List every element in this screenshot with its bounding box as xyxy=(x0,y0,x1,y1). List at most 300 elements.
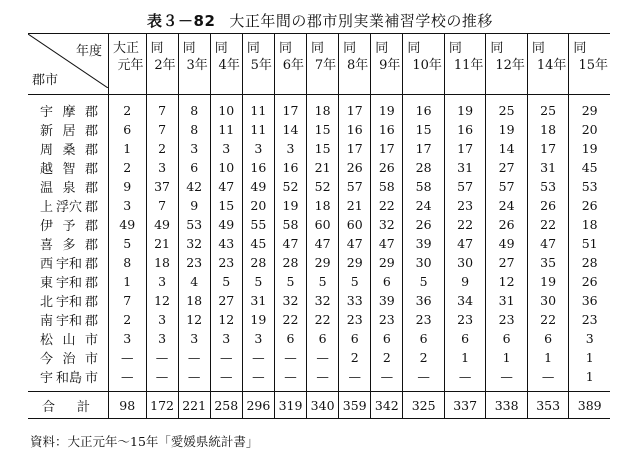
value-cell: 17 xyxy=(403,139,445,158)
district-name-part: 宇和 xyxy=(55,295,82,310)
value-cell: 47 xyxy=(274,234,306,253)
year-header xyxy=(403,34,445,95)
value-cell: — xyxy=(242,348,274,367)
value-cell: 31 xyxy=(242,291,274,310)
total-value-cell: 337 xyxy=(444,392,486,419)
value-cell: 35 xyxy=(527,253,569,272)
district-name xyxy=(28,234,109,253)
value-cell: 53 xyxy=(569,177,610,196)
district-name xyxy=(28,196,109,215)
value-cell: 11 xyxy=(242,120,274,139)
value-cell: 5 xyxy=(109,234,147,253)
value-cell: 60 xyxy=(307,215,339,234)
district-name-part: 和島 xyxy=(55,371,82,386)
value-cell: 6 xyxy=(486,329,528,348)
value-cell: 31 xyxy=(486,291,528,310)
year-header-line2: 4年 xyxy=(218,58,240,73)
value-cell: 39 xyxy=(371,291,403,310)
value-cell: 45 xyxy=(569,158,610,177)
value-cell: 23 xyxy=(403,310,445,329)
district-name-part: 南 xyxy=(40,314,54,329)
value-cell: 42 xyxy=(178,177,210,196)
value-cell: 37 xyxy=(146,177,178,196)
value-cell: 52 xyxy=(307,177,339,196)
value-cell: 16 xyxy=(444,120,486,139)
table-row xyxy=(28,215,610,234)
value-cell: 9 xyxy=(109,177,147,196)
district-name-part: 北 xyxy=(40,295,54,310)
value-cell: 2 xyxy=(146,139,178,158)
total-label xyxy=(28,392,109,419)
value-cell: 2 xyxy=(109,95,147,121)
district-name-part: 郡 xyxy=(84,314,98,329)
value-cell: 29 xyxy=(569,95,610,121)
year-header-line1: 同 xyxy=(448,41,462,56)
value-cell: 26 xyxy=(569,272,610,291)
value-cell: 23 xyxy=(569,310,610,329)
total-value-cell: 353 xyxy=(527,392,569,419)
district-name-part: 摩 xyxy=(62,105,76,120)
district-name-part: 今 xyxy=(40,352,54,367)
table-row xyxy=(28,158,610,177)
value-cell: 8 xyxy=(178,95,210,121)
value-cell: — xyxy=(371,367,403,392)
district-name-part: 喜 xyxy=(40,238,54,253)
year-header-line1: 同 xyxy=(375,41,389,56)
value-cell: 7 xyxy=(146,196,178,215)
value-cell: 5 xyxy=(242,272,274,291)
total-label-char: 合 xyxy=(42,399,56,415)
value-cell: — xyxy=(109,367,147,392)
total-value-cell: 258 xyxy=(210,392,242,419)
total-value-cell: 325 xyxy=(403,392,445,419)
value-cell: 16 xyxy=(339,120,371,139)
year-header-line2: 14年 xyxy=(536,58,567,73)
total-value-cell: 342 xyxy=(371,392,403,419)
value-cell: 3 xyxy=(146,310,178,329)
value-cell: 26 xyxy=(371,158,403,177)
value-cell: 47 xyxy=(339,234,371,253)
year-header-line2: 12年 xyxy=(495,58,525,73)
value-cell: 31 xyxy=(527,158,569,177)
value-cell: 39 xyxy=(403,234,445,253)
value-cell: 29 xyxy=(339,253,371,272)
year-header-line1: 同 xyxy=(490,41,504,56)
value-cell: 1 xyxy=(569,348,610,367)
table-row xyxy=(28,196,610,215)
district-name xyxy=(28,215,109,234)
value-cell: 15 xyxy=(307,139,339,158)
year-header-line2: 2年 xyxy=(154,58,176,73)
value-cell: 6 xyxy=(444,329,486,348)
value-cell: 3 xyxy=(146,158,178,177)
value-cell: 3 xyxy=(109,196,147,215)
value-cell: 22 xyxy=(274,310,306,329)
district-name xyxy=(28,367,109,392)
header-row xyxy=(28,34,610,95)
value-cell: 26 xyxy=(569,196,610,215)
district-name xyxy=(28,177,109,196)
value-cell: 24 xyxy=(486,196,528,215)
year-header-line1: 同 xyxy=(182,41,196,56)
year-header xyxy=(569,34,610,95)
district-name-part: 郡 xyxy=(84,143,98,158)
value-cell: 36 xyxy=(569,291,610,310)
value-cell: 32 xyxy=(178,234,210,253)
value-cell: 27 xyxy=(486,158,528,177)
value-cell: 7 xyxy=(146,120,178,139)
value-cell: 22 xyxy=(527,310,569,329)
total-value-cell: 359 xyxy=(339,392,371,419)
corner-label-district: 郡市 xyxy=(32,73,59,88)
year-header-line1: 同 xyxy=(278,41,292,56)
value-cell: 15 xyxy=(307,120,339,139)
value-cell: 47 xyxy=(210,177,242,196)
value-cell: 8 xyxy=(109,253,147,272)
value-cell: 2 xyxy=(109,158,147,177)
value-cell: 2 xyxy=(403,348,445,367)
district-name-part: 郡 xyxy=(84,257,98,272)
year-header-line2: 11年 xyxy=(453,58,484,73)
district-name-part: 市 xyxy=(84,371,98,386)
value-cell: 18 xyxy=(307,196,339,215)
value-cell: 26 xyxy=(486,215,528,234)
year-header-line1: 同 xyxy=(246,41,260,56)
value-cell: 19 xyxy=(371,95,403,121)
year-header xyxy=(339,34,371,95)
value-cell: 25 xyxy=(527,95,569,121)
value-cell: 3 xyxy=(146,272,178,291)
value-cell: 1 xyxy=(569,367,610,392)
table-row xyxy=(28,291,610,310)
value-cell: 19 xyxy=(274,196,306,215)
value-cell: — xyxy=(146,348,178,367)
year-header-line1: 同 xyxy=(214,41,228,56)
district-name-part: 浮穴 xyxy=(55,200,82,215)
district-name xyxy=(28,120,109,139)
table-caption: 大正年間の郡市別実業補習学校の推移 xyxy=(229,12,493,30)
value-cell: 2 xyxy=(339,348,371,367)
data-table xyxy=(28,33,610,419)
district-name-part: 周 xyxy=(40,143,54,158)
value-cell: — xyxy=(210,348,242,367)
value-cell: 18 xyxy=(569,215,610,234)
value-cell: 19 xyxy=(569,139,610,158)
value-cell: 17 xyxy=(274,95,306,121)
district-name-part: 温 xyxy=(40,181,54,196)
value-cell: 31 xyxy=(444,158,486,177)
district-name-part: 伊 xyxy=(40,219,54,234)
value-cell: 17 xyxy=(444,139,486,158)
value-cell: 19 xyxy=(486,120,528,139)
value-cell: 26 xyxy=(339,158,371,177)
value-cell: 30 xyxy=(527,291,569,310)
value-cell: 58 xyxy=(274,215,306,234)
district-name-part: 宇 xyxy=(40,371,54,386)
district-name-part: 新 xyxy=(40,124,54,139)
year-header-line2: 5年 xyxy=(250,58,272,73)
value-cell: 1 xyxy=(109,272,147,291)
value-cell: 28 xyxy=(242,253,274,272)
value-cell: 11 xyxy=(242,95,274,121)
corner-label-year: 年度 xyxy=(75,44,102,59)
table-row xyxy=(28,139,610,158)
year-header-line2: 7年 xyxy=(314,58,337,73)
value-cell: 17 xyxy=(527,139,569,158)
value-cell: 23 xyxy=(371,310,403,329)
value-cell: 6 xyxy=(527,329,569,348)
year-header-line1: 同 xyxy=(531,41,545,56)
district-name-part: 居 xyxy=(62,124,76,139)
value-cell: 58 xyxy=(371,177,403,196)
total-value-cell: 340 xyxy=(307,392,339,419)
value-cell: 26 xyxy=(403,215,445,234)
table-number: 表３－82 xyxy=(147,12,216,30)
value-cell: 23 xyxy=(444,310,486,329)
value-cell: 57 xyxy=(486,177,528,196)
value-cell: 19 xyxy=(527,272,569,291)
year-header-line2: 9年 xyxy=(379,58,401,73)
value-cell: 9 xyxy=(178,196,210,215)
district-name-part: 市 xyxy=(84,333,98,348)
value-cell: 28 xyxy=(274,253,306,272)
district-name xyxy=(28,95,109,121)
district-name-part: 智 xyxy=(62,162,76,177)
total-value-cell: 296 xyxy=(242,392,274,419)
value-cell: 29 xyxy=(371,253,403,272)
year-header xyxy=(444,34,486,95)
total-value-cell: 172 xyxy=(146,392,178,419)
year-header xyxy=(371,34,403,95)
district-name-part: 郡 xyxy=(84,200,98,215)
district-name xyxy=(28,158,109,177)
year-header-line1: 同 xyxy=(150,41,164,56)
value-cell: 11 xyxy=(210,120,242,139)
district-name xyxy=(28,253,109,272)
district-name-part: 宇和 xyxy=(55,314,82,329)
value-cell: 4 xyxy=(178,272,210,291)
value-cell: 30 xyxy=(403,253,445,272)
value-cell: 23 xyxy=(210,253,242,272)
value-cell: 19 xyxy=(242,310,274,329)
value-cell: 52 xyxy=(274,177,306,196)
year-header xyxy=(274,34,306,95)
district-name-part: 郡 xyxy=(84,276,98,291)
value-cell: 6 xyxy=(307,329,339,348)
value-cell: 49 xyxy=(146,215,178,234)
value-cell: 47 xyxy=(444,234,486,253)
value-cell: 25 xyxy=(486,95,528,121)
value-cell: 16 xyxy=(403,95,445,121)
value-cell: 51 xyxy=(569,234,610,253)
value-cell: 28 xyxy=(569,253,610,272)
value-cell: 3 xyxy=(109,329,147,348)
value-cell: 49 xyxy=(242,177,274,196)
value-cell: 60 xyxy=(339,215,371,234)
value-cell: 18 xyxy=(307,95,339,121)
district-name xyxy=(28,272,109,291)
district-name-part: 予 xyxy=(62,219,76,234)
value-cell: 47 xyxy=(307,234,339,253)
district-name xyxy=(28,348,109,367)
value-cell: 9 xyxy=(444,272,486,291)
value-cell: 8 xyxy=(178,120,210,139)
value-cell: — xyxy=(403,367,445,392)
value-cell: 23 xyxy=(486,310,528,329)
value-cell: 16 xyxy=(371,120,403,139)
value-cell: 6 xyxy=(339,329,371,348)
total-value-cell: 221 xyxy=(178,392,210,419)
value-cell: — xyxy=(274,367,306,392)
district-name-part: 郡 xyxy=(84,105,98,120)
value-cell: 32 xyxy=(307,291,339,310)
value-cell: 23 xyxy=(178,253,210,272)
value-cell: 3 xyxy=(210,329,242,348)
value-cell: 3 xyxy=(242,329,274,348)
value-cell: — xyxy=(146,367,178,392)
value-cell: 15 xyxy=(210,196,242,215)
value-cell: 5 xyxy=(307,272,339,291)
value-cell: 49 xyxy=(486,234,528,253)
value-cell: 1 xyxy=(527,348,569,367)
table-row xyxy=(28,329,610,348)
district-name-part: 郡 xyxy=(84,124,98,139)
value-cell: 17 xyxy=(371,139,403,158)
value-cell: 3 xyxy=(274,139,306,158)
district-name-part: 郡 xyxy=(84,238,98,253)
value-cell: 34 xyxy=(444,291,486,310)
value-cell: 33 xyxy=(339,291,371,310)
value-cell: 22 xyxy=(444,215,486,234)
value-cell: 6 xyxy=(371,272,403,291)
value-cell: 29 xyxy=(307,253,339,272)
year-header-line2: 3年 xyxy=(186,58,208,73)
year-header-line1: 同 xyxy=(573,41,587,56)
value-cell: 21 xyxy=(307,158,339,177)
value-cell: 21 xyxy=(339,196,371,215)
district-name-part: 西 xyxy=(40,257,54,272)
total-value-cell: 98 xyxy=(109,392,147,419)
value-cell: 12 xyxy=(486,272,528,291)
value-cell: 12 xyxy=(210,310,242,329)
value-cell: 6 xyxy=(178,158,210,177)
value-cell: 55 xyxy=(242,215,274,234)
table-title xyxy=(0,10,640,31)
table-row xyxy=(28,177,610,196)
district-name-part: 郡 xyxy=(84,295,98,310)
value-cell: — xyxy=(210,367,242,392)
year-header xyxy=(307,34,339,95)
total-value-cell: 319 xyxy=(274,392,306,419)
value-cell: 47 xyxy=(527,234,569,253)
value-cell: 32 xyxy=(371,215,403,234)
value-cell: 16 xyxy=(242,158,274,177)
year-header xyxy=(146,34,178,95)
value-cell: 18 xyxy=(527,120,569,139)
value-cell: 2 xyxy=(371,348,403,367)
value-cell: 12 xyxy=(146,291,178,310)
value-cell: 36 xyxy=(403,291,445,310)
value-cell: 20 xyxy=(242,196,274,215)
value-cell: — xyxy=(109,348,147,367)
value-cell: 22 xyxy=(527,215,569,234)
value-cell: 16 xyxy=(274,158,306,177)
value-cell: — xyxy=(307,367,339,392)
table-row xyxy=(28,272,610,291)
value-cell: 49 xyxy=(210,215,242,234)
value-cell: 57 xyxy=(339,177,371,196)
table-row xyxy=(28,234,610,253)
value-cell: 30 xyxy=(444,253,486,272)
value-cell: 57 xyxy=(444,177,486,196)
value-cell: 6 xyxy=(274,329,306,348)
year-header xyxy=(210,34,242,95)
district-name xyxy=(28,329,109,348)
value-cell: 20 xyxy=(569,120,610,139)
value-cell: 24 xyxy=(403,196,445,215)
value-cell: — xyxy=(486,367,528,392)
value-cell: 27 xyxy=(210,291,242,310)
value-cell: 45 xyxy=(242,234,274,253)
value-cell: 1 xyxy=(444,348,486,367)
value-cell: 7 xyxy=(109,291,147,310)
year-header-line1: 同 xyxy=(407,41,421,56)
year-header-line2: 10年 xyxy=(412,58,442,73)
table-row xyxy=(28,253,610,272)
district-name-part: 宇和 xyxy=(55,276,82,291)
year-header xyxy=(242,34,274,95)
total-row xyxy=(28,392,610,419)
value-cell: 26 xyxy=(527,196,569,215)
district-name-part: 東 xyxy=(40,276,54,291)
value-cell: 3 xyxy=(178,139,210,158)
district-name-part: 松 xyxy=(40,333,54,348)
value-cell: — xyxy=(274,348,306,367)
value-cell: 23 xyxy=(339,310,371,329)
value-cell: 5 xyxy=(274,272,306,291)
value-cell: 32 xyxy=(274,291,306,310)
value-cell: — xyxy=(178,367,210,392)
district-name-part: 山 xyxy=(62,333,76,348)
district-name-part: 泉 xyxy=(62,181,76,196)
value-cell: 18 xyxy=(178,291,210,310)
year-header-line1: 同 xyxy=(311,41,325,56)
value-cell: 3 xyxy=(569,329,610,348)
value-cell: 53 xyxy=(178,215,210,234)
district-name-part: 上 xyxy=(40,200,54,215)
district-name-part: 桑 xyxy=(62,143,76,158)
total-label-char: 計 xyxy=(76,399,90,415)
value-cell: 43 xyxy=(210,234,242,253)
value-cell: 14 xyxy=(274,120,306,139)
district-name-part: 宇和 xyxy=(55,257,82,272)
value-cell: 28 xyxy=(403,158,445,177)
value-cell: 10 xyxy=(210,158,242,177)
district-name-part: 治 xyxy=(62,352,76,367)
value-cell: 53 xyxy=(527,177,569,196)
value-cell: 49 xyxy=(109,215,147,234)
year-header-line2: 8年 xyxy=(346,58,369,73)
value-cell: 14 xyxy=(486,139,528,158)
table-row xyxy=(28,120,610,139)
value-cell: — xyxy=(444,367,486,392)
district-name-part: 宇 xyxy=(40,105,54,120)
value-cell: 5 xyxy=(210,272,242,291)
value-cell: 18 xyxy=(146,253,178,272)
table-row xyxy=(28,367,610,392)
value-cell: 10 xyxy=(210,95,242,121)
year-header-line2: 6年 xyxy=(282,58,305,73)
